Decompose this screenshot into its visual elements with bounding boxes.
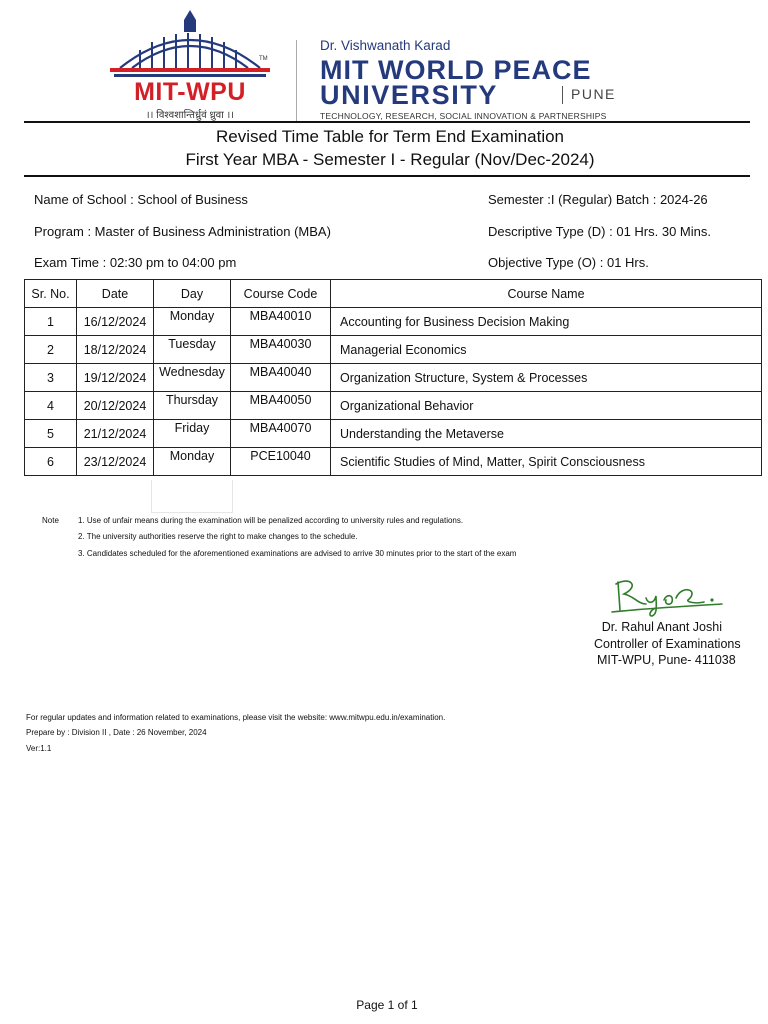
cell-sr-no: 5 [25, 420, 77, 448]
founder-name: Dr. Vishwanath Karad [320, 38, 451, 53]
program-name: Program : Master of Business Administration (MBA) [34, 224, 331, 239]
cell-sr-no: 6 [25, 448, 77, 476]
cell-sr-no: 4 [25, 392, 77, 420]
cell-date: 23/12/2024 [77, 448, 154, 476]
handwritten-signature [610, 574, 730, 620]
cell-date: 20/12/2024 [77, 392, 154, 420]
cell-course-name: Accounting for Business Decision Making [331, 308, 762, 336]
header-divider [296, 40, 297, 122]
cell-day-text: Tuesday [168, 337, 216, 351]
header-date: Date [77, 280, 154, 308]
cell-course-code [231, 420, 331, 448]
header-day: Day [154, 280, 231, 308]
trademark-mark: TM [259, 56, 268, 62]
cell-sr-no: 1 [25, 308, 77, 336]
table-row [25, 392, 762, 420]
university-city: PUNE [571, 86, 616, 102]
school-name: Name of School : School of Business [34, 192, 248, 207]
header-course-name: Course Name [331, 280, 762, 308]
header-rule [24, 121, 750, 123]
university-tagline: TECHNOLOGY, RESEARCH, SOCIAL INNOVATION & PARTNERSHIPS [320, 111, 607, 121]
table-row [25, 308, 762, 336]
university-name-line2: UNIVERSITY [320, 80, 499, 110]
faint-cell-outline [151, 480, 233, 513]
cell-day-text: Thursday [165, 393, 219, 407]
logo-wordmark: MIT-WPU [134, 78, 246, 106]
cell-code-text: MBA40010 [249, 309, 312, 323]
cell-course-code [231, 392, 331, 420]
cell-date: 21/12/2024 [77, 420, 154, 448]
cell-course-code [231, 308, 331, 336]
table-header-row [25, 280, 762, 308]
cell-day-text: Monday [169, 449, 215, 463]
cell-course-code [231, 364, 331, 392]
cell-code-text: MBA40050 [249, 393, 312, 407]
exam-timetable [24, 279, 762, 476]
cell-course-name: Organization Structure, System & Processes [331, 364, 762, 392]
cell-code-text: MBA40030 [249, 337, 312, 351]
table-row [25, 364, 762, 392]
table-row [25, 336, 762, 364]
semester-batch: Semester :I (Regular) Batch : 2024-26 [488, 192, 708, 207]
university-name-line1: MIT WORLD PEACE [320, 55, 592, 85]
exam-time: Exam Time : 02:30 pm to 04:00 pm [34, 255, 237, 270]
note-item: 2. The university authorities reserve the right to make changes to the schedule. [78, 532, 358, 541]
cell-date: 18/12/2024 [77, 336, 154, 364]
cell-date: 16/12/2024 [77, 308, 154, 336]
cell-day [154, 392, 231, 420]
note-label: Note [42, 516, 59, 525]
cell-course-code [231, 336, 331, 364]
cell-course-name: Understanding the Metaverse [331, 420, 762, 448]
cell-course-name: Scientific Studies of Mind, Matter, Spirit Consciousness [331, 448, 762, 476]
cell-course-code [231, 448, 331, 476]
footer-version: Ver:1.1 [26, 744, 52, 753]
signatory-designation: Controller of Examinations [594, 637, 741, 651]
header-sr-no: Sr. No. [25, 280, 77, 308]
cell-code-text: PCE10040 [250, 449, 311, 463]
cell-day [154, 364, 231, 392]
cell-day [154, 336, 231, 364]
page-number: Page 1 of 1 [356, 998, 418, 1012]
cell-code-text: MBA40040 [249, 365, 312, 379]
university-dome-logo [100, 10, 280, 80]
document-subtitle: First Year MBA - Semester I - Regular (Nov/Dec-2024) [185, 150, 595, 169]
cell-date: 19/12/2024 [77, 364, 154, 392]
header-course-code: Course Code [231, 280, 331, 308]
descriptive-duration: Descriptive Type (D) : 01 Hrs. 30 Mins. [488, 224, 711, 239]
cell-day-text: Monday [169, 309, 215, 323]
cell-day [154, 420, 231, 448]
signatory-name: Dr. Rahul Anant Joshi [601, 620, 722, 634]
title-rule [24, 175, 750, 177]
signatory-office: MIT-WPU, Pune- 411038 [597, 653, 736, 667]
cell-day [154, 308, 231, 336]
cell-day-text: Friday [174, 421, 210, 435]
cell-sr-no: 3 [25, 364, 77, 392]
footer-prepared-by: Prepare by : Division II , Date : 26 November, 2024 [26, 728, 207, 737]
cell-sr-no: 2 [25, 336, 77, 364]
logo-motto: ।। विश्वशान्तिर्ध्रुवं ध्रुवा ।। [145, 110, 235, 121]
cell-course-name: Organizational Behavior [331, 392, 762, 420]
document-title: Revised Time Table for Term End Examination [215, 127, 565, 146]
cell-code-text: MBA40070 [249, 421, 312, 435]
note-item: 1. Use of unfair means during the examination will be penalized according to university rules and regulations. [78, 516, 464, 525]
cell-day [154, 448, 231, 476]
note-item: 3. Candidates scheduled for the aforementioned examinations are advised to arrive 30 minutes prior to the start of the exam [78, 549, 517, 558]
footer-updates-info: For regular updates and information related to examinations, please visit the website: www.mitwpu.edu.in/examination. [26, 713, 446, 722]
city-separator [562, 86, 563, 104]
table-row [25, 448, 762, 476]
objective-duration: Objective Type (O) : 01 Hrs. [488, 255, 649, 270]
table-row [25, 420, 762, 448]
cell-course-name: Managerial Economics [331, 336, 762, 364]
cell-day-text: Wednesday [159, 365, 225, 379]
